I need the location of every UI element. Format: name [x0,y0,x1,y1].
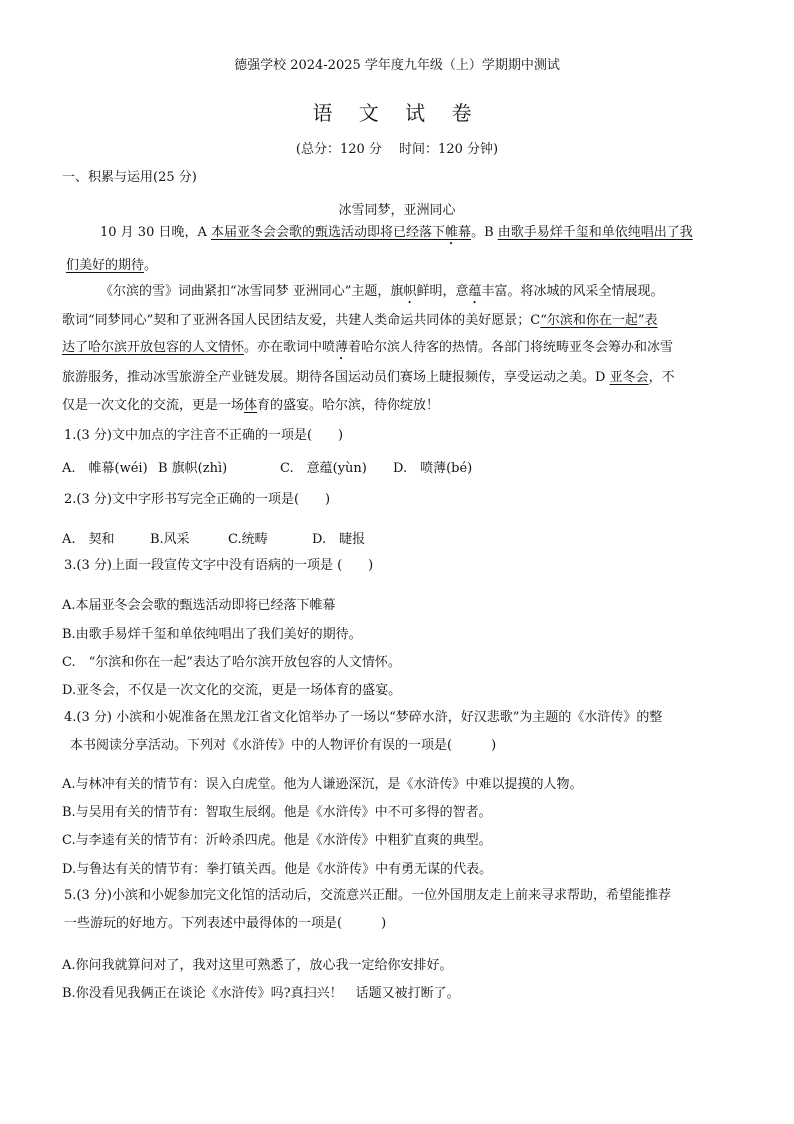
question-3-option-d[interactable]: D.亚冬会，不仅是一次文化的交流，更是一场体育的盛宴。 [62,683,402,698]
question-4-stem-line-2: 本书阅读分享活动。下列对《水浒传》中的人物评价有误的一项是( ) [70,738,497,753]
question-3-option-a[interactable]: A.本届亚冬会会歌的甄选活动即将已经落下帷幕 [62,598,336,613]
section-title: 一、积累与运用(25 分) [62,170,197,185]
passage-title: 冰雪同梦，亚洲同心 [338,203,456,218]
question-4-option-d[interactable]: D.与鲁达有关的情节有：拳打镇关西。他是《水浒传》中有勇无谋的代表。 [62,862,493,877]
question-1-option-d[interactable]: D. 喷薄(bé) [393,461,473,476]
school-title: 德强学校 2024-2025 学年度九年级（上）学期期中测试 [234,58,560,73]
question-2-option-a[interactable]: A. 契和 [62,532,115,547]
passage-line-6: 旅游服务，推动冰雪旅游全产业链发展。期待各国运动员们赛场上睫报频传，享受运动之美。D 亚冬会，不 [62,370,675,385]
question-2-option-d[interactable]: D. 睫报 [312,532,366,547]
question-3-option-c[interactable]: C. “尔滨和你在一起”表达了哈尔滨开放包容的人文情怀。 [62,655,401,670]
question-2-stem: 2.(3 分)文中字形书写完全正确的一项是( ) [64,492,331,507]
passage-line-2: 们美好的期待。 [66,258,158,273]
question-5-option-b[interactable]: B.你没看见我俩正在谈论《水浒传》吗?真扫兴！ 话题又被打断了。 [62,986,460,1001]
question-2-option-b[interactable]: B.风采 [150,532,190,547]
question-3-option-b[interactable]: B.由歌手易烊千玺和单依纯唱出了我们美好的期待。 [62,627,362,642]
question-1-option-b[interactable]: B 旗帜(zhì) [158,461,228,476]
paper-title: 语 文 试 卷 [312,101,482,125]
question-1-stem: 1.(3 分)文中加点的字注音不正确的一项是( ) [64,428,344,443]
question-1-option-c[interactable]: C. 意蕴(yùn) [280,461,367,476]
passage-line-7: 仅是一次文化的交流，更是一场体育的盛宴。哈尔滨，待你绽放！ [62,398,440,413]
passage-line-5: 达了哈尔滨开放包容的人文情怀。亦在歌词中喷薄着哈尔滨人待客的热情。各部门将统畴亚冬会筹办和冰雪 [62,340,674,355]
passage-line-4: 歌词“同梦同心”契和了亚洲各国人民团结友爱，共建人类命运共同体的美好愿景；C“尔滨和你在一起”表 [62,313,658,328]
question-4-option-b[interactable]: B.与吴用有关的情节有：智取生辰纲。他是《水浒传》中不可多得的智者。 [62,805,492,820]
question-5-stem-line-2: 一些游玩的好地方。下列表述中最得体的一项是( ) [64,916,387,931]
question-4-option-a[interactable]: A.与林冲有关的情节有：误入白虎堂。他为人谦逊深沉，是《水浒传》中难以提摸的人物。 [62,777,583,792]
score-time: (总分：120 分 时间：120 分钟) [295,142,499,157]
question-1-option-a[interactable]: A. 帷幕(wéi) [62,461,148,476]
question-5-stem-line-1: 5.(3 分)小滨和小妮参加完文化馆的活动后，交流意兴正酣。一位外国朋友走上前来寻求帮助，希望能推荐 [64,888,671,903]
question-4-option-c[interactable]: C.与李逵有关的情节有：沂岭杀四虎。他是《水浒传》中粗犷直爽的典型。 [62,833,492,848]
question-2-option-c[interactable]: C.统畴 [228,532,268,547]
question-4-stem-line-1: 4.(3 分) 小滨和小妮准备在黑龙江省文化馆举办了一场以“梦碎水浒，好汉悲歌”为主题的《水浒传》的整 [64,710,663,725]
question-3-stem: 3.(3 分)上面一段宣传文字中没有语病的一项是 ( ) [64,558,374,573]
passage-line-1: 10 月 30 日晚，A 本届亚冬会会歌的甄选活动即将已经落下帷幕。B 由歌手易烊千玺和单依纯唱出了我 [100,225,693,240]
question-5-option-a[interactable]: A.你问我就算问对了，我对这里可熟悉了，放心我一定给你安排好。 [62,958,453,973]
passage-line-3: 《尔滨的雪》词曲紧扣“冰雪同梦 亚洲同心”主题，旗帜鲜明，意蕴丰富。将冰城的风采全情展现。 [100,284,664,299]
